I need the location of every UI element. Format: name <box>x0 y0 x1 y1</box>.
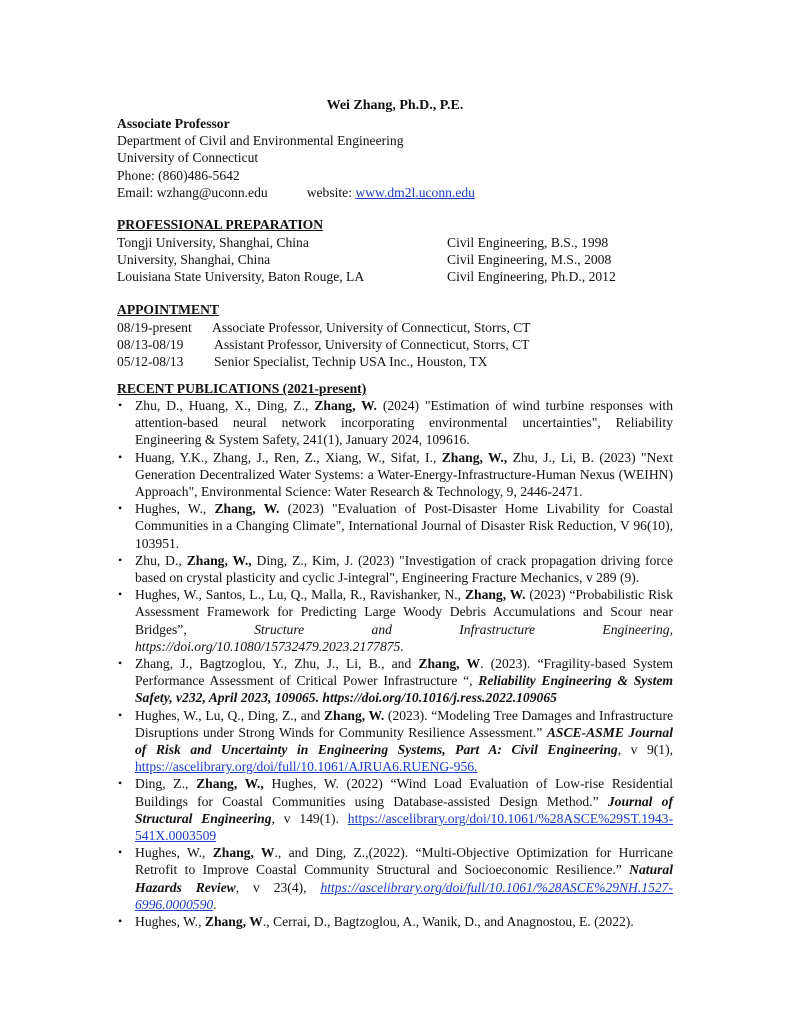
pub-link[interactable]: https://ascelibrary.org/doi/10.1061/%28ASCE%29ST.1943-541X.0003509 <box>135 810 674 844</box>
pub-journal: Structure and Infrastructure Engineering, https://doi.org/10.1080/15732479.2023.2177875. <box>135 621 673 654</box>
institution: Tongji University, Shanghai, China <box>117 235 309 250</box>
publication-item <box>117 655 673 707</box>
preparation-row <box>117 251 673 268</box>
pub-authors: Ding, Z., <box>135 776 197 792</box>
appointment-dates: 08/19-present <box>117 320 192 335</box>
publication-item <box>117 707 673 776</box>
preparation-row <box>117 234 673 251</box>
appointment-row <box>117 336 673 353</box>
appointment-role: Senior Specialist, Technip USA Inc., Houston, TX <box>214 354 488 370</box>
pub-details: Zhu, J., Li, B. (2023) "Next Generation Decentralized Water Systems: a Water-Energy-Infrastructure-Human Nexus (WEIHN) Approach", Environmental Science: Water Research & Technology, 9, 2446-2471. <box>135 449 673 500</box>
pub-authors: Hughes, W., <box>135 845 213 861</box>
pub-highlight-author: Zhang, W., <box>186 552 252 568</box>
pub-journal: ASCE-ASME Journal of Risk and Uncertainty in Engineering Systems, Part A: Civil Engineering <box>135 724 673 758</box>
appointment-list <box>117 319 673 371</box>
pub-details: (2024) "Estimation of wind turbine responses with attention-based neural network incorporating environmental uncertainties", Reliability Engineering & System Safety, 241(1), January 2024, 109616. <box>135 398 673 448</box>
degree: Civil Engineering, M.S., 2008 <box>447 252 612 268</box>
phone: Phone: (860)486-5642 <box>117 167 240 183</box>
institution: Louisiana State University, Baton Rouge, LA <box>117 269 365 285</box>
preparation-row <box>117 268 673 285</box>
email: Email: wzhang@uconn.edu <box>117 184 268 200</box>
publication-item <box>117 775 673 844</box>
pub-highlight-author: Zhang, W. <box>314 398 377 413</box>
pub-authors: Zhang, J., Bagtzoglou, Y., Zhu, J., Li, B., and <box>135 656 419 672</box>
pub-journal: Journal of Structural Engineering <box>135 793 673 826</box>
website-label: website: <box>306 184 356 200</box>
pub-volume: , v 9(1), <box>617 742 673 758</box>
pub-highlight-author: Zhang, W <box>204 914 263 930</box>
pub-journal: Natural Hazards Review <box>135 862 673 895</box>
pub-authors: Hughes, W., Lu, Q., Ding, Z., and <box>135 707 324 723</box>
appointment-role: Associate Professor, University of Connecticut, Storrs, CT <box>212 320 531 335</box>
degree: Civil Engineering, Ph.D., 2012 <box>447 269 616 285</box>
pub-details: (2023) “Probabilistic Risk Assessment Framework for Predicting Large Woody Debris Accumulations and Scour near Bridges”, <box>135 587 673 637</box>
pub-authors: Hughes, W., <box>135 501 215 517</box>
institution: University, Shanghai, China <box>117 252 271 268</box>
pub-authors: Zhu, D., <box>135 552 187 568</box>
appointment-row <box>117 353 673 370</box>
section-heading-appointment: APPOINTMENT <box>117 302 219 317</box>
pub-details: (2023) "Evaluation of Post-Disaster Home Livability for Coastal Communities in a Changing Climate", International Journal of Disaster Risk Reduction, V 96(10), 103951. <box>135 501 673 551</box>
publications-list <box>117 397 673 930</box>
pub-authors: Hughes, W., <box>135 914 205 930</box>
pub-end: . <box>213 896 217 912</box>
publication-item <box>117 500 673 552</box>
university: University of Connecticut <box>117 150 259 166</box>
pub-volume: , v 23(4), <box>235 879 321 895</box>
pub-details: Hughes, W. (2022) “Wind Load Evaluation of Low-rise Residential Buildings for Coastal Communities using Database-assisted Design Method.” <box>135 776 673 809</box>
pub-details: . (2023). “Fragility-based System Performance Assessment of Critical Power Infrastructure “, <box>135 656 673 689</box>
pub-highlight-author: Zhang, W., <box>196 776 264 792</box>
publication-item <box>117 913 673 930</box>
pub-authors: Huang, Y.K., Zhang, J., Ren, Z., Xiang, W., Sifat, I., <box>135 449 442 465</box>
pub-details: ., and Ding, Z.,(2022). “Multi-Objective Optimization for Hurricane Retrofit to Improve Coastal Community Structural and Socioeconomic Resilience.” <box>135 845 673 878</box>
publication-item <box>117 552 673 586</box>
pub-link[interactable]: https://ascelibrary.org/doi/full/10.1061/%28ASCE%29NH.1527-6996.0000590 <box>135 879 673 912</box>
section-heading-publications: RECENT PUBLICATIONS (2021-present) <box>117 381 367 396</box>
appointment-role: Assistant Professor, University of Connecticut, Storrs, CT <box>214 337 530 353</box>
pub-authors: Hughes, W., Santos, L., Lu, Q., Malla, R., Ravishanker, N., <box>135 587 465 603</box>
preparation-list <box>117 234 673 286</box>
pub-highlight-author: Zhang, W <box>212 845 275 861</box>
pub-highlight-author: Zhang, W. <box>464 587 526 603</box>
pub-details: ., Cerrai, D., Bagtzoglou, A., Wanik, D., and Anagnostou, E. (2022). <box>262 914 634 930</box>
pub-highlight-author: Zhang, W. <box>214 501 280 517</box>
pub-details: Ding, Z., Kim, J. (2023) "Investigation of crack propagation driving force based on crystal plasticity and cyclic J-integral", Engineering Fracture Mechanics, v 289 (9). <box>135 552 673 586</box>
publication-item <box>117 397 673 449</box>
website-link[interactable]: www.dm2l.uconn.edu <box>355 184 475 200</box>
appointment-dates: 05/12-08/13 <box>117 354 184 370</box>
department: Department of Civil and Environmental Engineering <box>117 133 404 149</box>
cv-name: Wei Zhang, Ph.D., P.E. <box>326 98 464 113</box>
pub-journal: Reliability Engineering & System Safety, v232, April 2023, 109065. https://doi.org/10.1016/j.ress.2022.109065 <box>135 673 673 706</box>
section-heading-preparation: PROFESSIONAL PREPARATION <box>117 217 324 232</box>
pub-highlight-author: Zhang, W., <box>441 449 508 465</box>
appointment-dates: 08/13-08/19 <box>117 337 184 353</box>
pub-link[interactable]: https://ascelibrary.org/doi/full/10.1061/AJRUA6.RUENG-956. <box>135 759 478 775</box>
pub-authors: Zhu, D., Huang, X., Ding, Z., <box>135 398 315 413</box>
publication-item <box>117 586 673 655</box>
publication-item <box>117 844 673 913</box>
pub-highlight-author: Zhang, W. <box>323 707 385 723</box>
pub-details: (2023). “Modeling Tree Damages and Infrastructure Disruptions under Strong Winds for Community Resilience Assessment.” <box>135 707 674 740</box>
contact-block <box>117 115 475 201</box>
publication-item <box>117 449 673 501</box>
appointment-row <box>117 319 673 336</box>
pub-volume: , v 149(1). <box>271 810 348 826</box>
email-website-line <box>117 184 475 201</box>
pub-highlight-author: Zhang, W <box>418 656 481 672</box>
job-title: Associate Professor <box>117 116 230 131</box>
degree: Civil Engineering, B.S., 1998 <box>447 235 609 250</box>
